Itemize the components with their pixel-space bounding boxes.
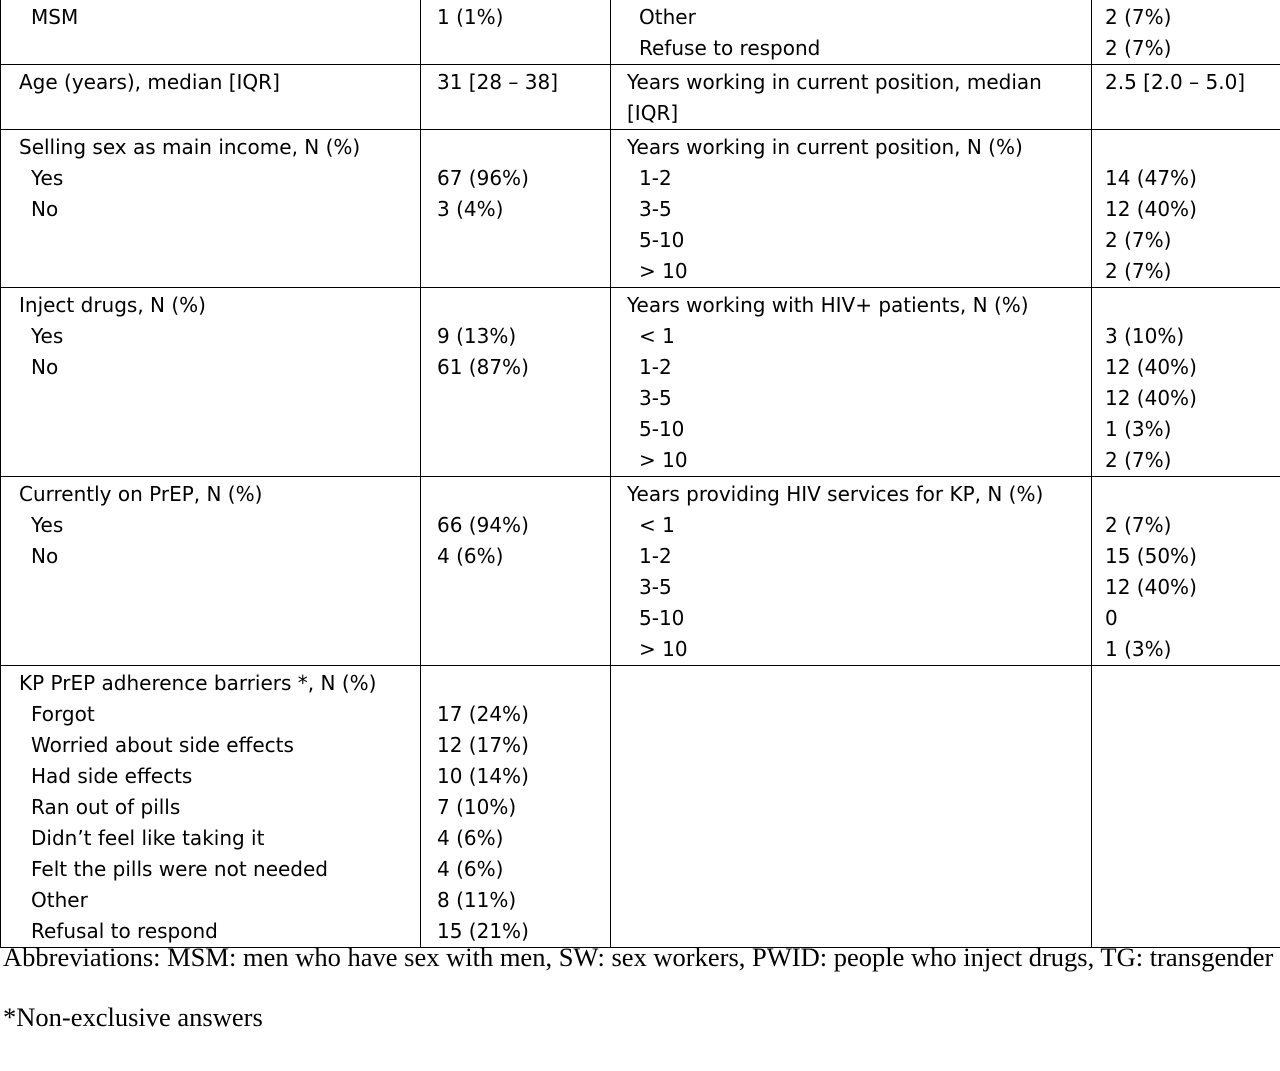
row-sublabel: Ran out of pills — [31, 795, 181, 819]
table-body — [1, 0, 1280, 948]
cell-value — [437, 290, 610, 321]
row-label: Inject drugs, N (%) — [19, 293, 206, 317]
row-sublabel: 5-10 — [639, 228, 685, 252]
row-sublabel: No — [31, 355, 59, 379]
cell-value: 31 [28 – 38] — [437, 70, 559, 94]
cell-value: 2 (7%) — [1105, 36, 1172, 60]
left-label-cell — [1, 0, 421, 65]
cell-value: 2 (7%) — [1105, 513, 1172, 537]
left-value-cell — [421, 0, 611, 65]
cell-value: 4 (6%) — [437, 826, 504, 850]
cell-value: 61 (87%) — [437, 355, 529, 379]
cell-value: 66 (94%) — [437, 513, 529, 537]
row-sublabel: > 10 — [639, 448, 688, 472]
right-label-cell — [611, 666, 1092, 948]
row-label: Currently on PrEP, N (%) — [19, 482, 263, 506]
left-label-cell — [1, 666, 421, 948]
row-sublabel: Forgot — [31, 702, 95, 726]
table-row — [1, 130, 1280, 288]
cell-value: 7 (10%) — [437, 795, 517, 819]
abbreviations-note: Abbreviations: MSM: men who have sex with men, SW: sex workers, PWID: people who inject drugs, TG: transgender — [3, 942, 1274, 972]
cell-value: 15 (21%) — [437, 919, 529, 943]
table-row — [1, 477, 1280, 666]
cell-value: 0 — [1105, 606, 1118, 630]
right-value-cell — [1092, 666, 1280, 948]
row-sublabel: No — [31, 197, 59, 221]
cell-value: 12 (40%) — [1105, 575, 1197, 599]
right-label-cell — [611, 0, 1092, 65]
left-value-cell — [421, 65, 611, 130]
row-sublabel: Other — [639, 5, 696, 29]
cell-value: 2 (7%) — [1105, 228, 1172, 252]
cell-value — [437, 132, 610, 163]
cell-value: 15 (50%) — [1105, 544, 1197, 568]
left-label-cell — [1, 288, 421, 477]
row-sublabel: 3-5 — [639, 575, 672, 599]
right-value-cell — [1092, 288, 1280, 477]
row-sublabel: 5-10 — [639, 606, 685, 630]
row-sublabel: > 10 — [639, 637, 688, 661]
row-sublabel: < 1 — [639, 324, 675, 348]
left-value-cell — [421, 288, 611, 477]
cell-value: 14 (47%) — [1105, 166, 1197, 190]
table-row — [1, 288, 1280, 477]
cell-value — [437, 668, 610, 699]
table-row — [1, 65, 1280, 130]
cell-value: 1 (3%) — [1105, 417, 1172, 441]
right-value-cell — [1092, 65, 1280, 130]
left-value-cell — [421, 477, 611, 666]
cell-value: 12 (17%) — [437, 733, 529, 757]
row-sublabel: Worried about side effects — [31, 733, 294, 757]
row-sublabel: Felt the pills were not needed — [31, 857, 328, 881]
left-label-cell — [1, 477, 421, 666]
right-label-cell — [611, 288, 1092, 477]
left-value-cell — [421, 130, 611, 288]
cell-value: 3 (4%) — [437, 197, 504, 221]
cell-value — [1105, 479, 1280, 510]
cell-value: 10 (14%) — [437, 764, 529, 788]
cell-value: 2 (7%) — [1105, 448, 1172, 472]
row-label: Years working with HIV+ patients, N (%) — [627, 293, 1029, 317]
left-value-cell — [421, 666, 611, 948]
cell-value: 4 (6%) — [437, 544, 504, 568]
row-label: Selling sex as main income, N (%) — [19, 135, 361, 159]
cell-value: 67 (96%) — [437, 166, 529, 190]
table-row — [1, 0, 1280, 65]
row-sublabel: Didn’t feel like taking it — [31, 826, 265, 850]
row-sublabel: Yes — [31, 166, 64, 190]
cell-value — [1105, 132, 1280, 163]
row-sublabel: No — [31, 544, 59, 568]
cell-value — [1105, 290, 1280, 321]
right-label-cell — [611, 130, 1092, 288]
row-sublabel: 3-5 — [639, 386, 672, 410]
cell-value: 2 (7%) — [1105, 5, 1172, 29]
cell-value: 9 (13%) — [437, 324, 517, 348]
row-label: KP PrEP adherence barriers *, N (%) — [19, 671, 377, 695]
cell-value: 2.5 [2.0 – 5.0] — [1105, 70, 1246, 94]
row-sublabel: Had side effects — [31, 764, 193, 788]
cell-value: 8 (11%) — [437, 888, 517, 912]
row-sublabel: Yes — [31, 324, 64, 348]
right-value-cell — [1092, 130, 1280, 288]
cell-value: 12 (40%) — [1105, 386, 1197, 410]
right-value-cell — [1092, 477, 1280, 666]
row-label: Years working in current position, N (%) — [627, 135, 1023, 159]
right-label-cell — [611, 65, 1092, 130]
row-sublabel: MSM — [31, 5, 79, 29]
row-sublabel: Other — [31, 888, 88, 912]
row-sublabel: 5-10 — [639, 417, 685, 441]
row-label: Years working in current position, median [IQR] — [627, 70, 1042, 125]
row-label: Age (years), median [IQR] — [19, 70, 280, 94]
row-sublabel: > 10 — [639, 259, 688, 283]
cell-value: 17 (24%) — [437, 702, 529, 726]
cell-value: 12 (40%) — [1105, 355, 1197, 379]
cell-value: 2 (7%) — [1105, 259, 1172, 283]
cell-value: 1 (3%) — [1105, 637, 1172, 661]
row-sublabel: Refuse to respond — [639, 36, 821, 60]
table-notes — [3, 938, 1280, 1036]
non-exclusive-footnote: *Non-exclusive answers — [3, 1002, 263, 1032]
right-value-cell — [1092, 0, 1280, 65]
row-sublabel: Refusal to respond — [31, 919, 218, 943]
table-row — [1, 666, 1280, 948]
row-sublabel: < 1 — [639, 513, 675, 537]
left-label-cell — [1, 65, 421, 130]
row-sublabel: 1-2 — [639, 544, 672, 568]
row-label: Years providing HIV services for KP, N (%) — [627, 482, 1044, 506]
cell-value — [437, 479, 610, 510]
row-sublabel: Yes — [31, 513, 64, 537]
cell-value: 4 (6%) — [437, 857, 504, 881]
cell-value: 12 (40%) — [1105, 197, 1197, 221]
cell-value: 1 (1%) — [437, 5, 504, 29]
right-label-cell — [611, 477, 1092, 666]
row-sublabel: 1-2 — [639, 166, 672, 190]
left-label-cell — [1, 130, 421, 288]
row-sublabel: 3-5 — [639, 197, 672, 221]
row-sublabel: 1-2 — [639, 355, 672, 379]
cell-value: 3 (10%) — [1105, 324, 1185, 348]
